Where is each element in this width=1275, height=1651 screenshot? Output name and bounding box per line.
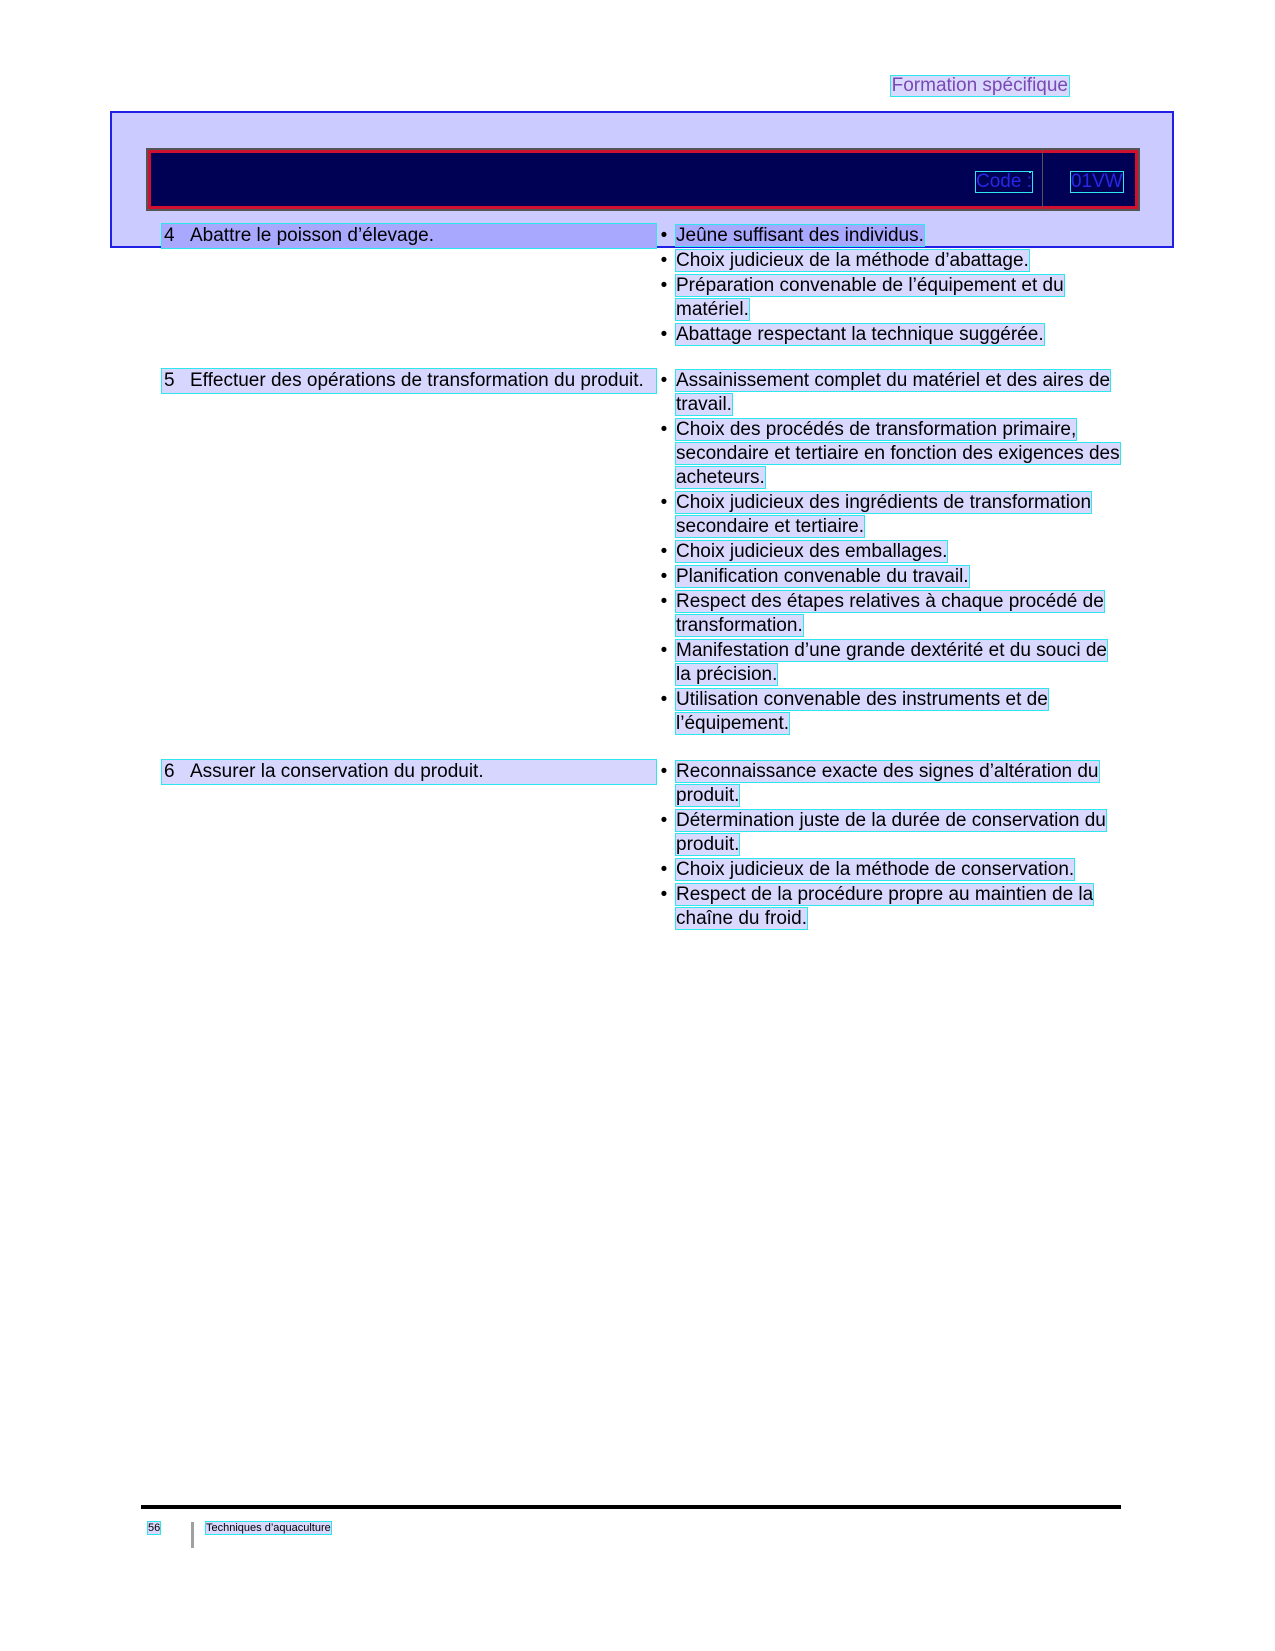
running-header-title: Formation spécifique — [891, 75, 1068, 96]
task-cell — [162, 224, 656, 248]
criteria-item: • Utilisation convenable des instruments et de l’équipement. — [655, 688, 1125, 736]
bullet-icon: • — [660, 275, 668, 296]
code-value: 01VW — [1071, 171, 1123, 192]
bullet-icon: • — [660, 541, 668, 562]
bullet-icon: • — [660, 810, 668, 831]
criteria-list — [655, 224, 1125, 348]
bullet-icon: • — [660, 591, 668, 612]
footer-page-number: 56 — [148, 1522, 161, 1534]
criteria-item: • Choix judicieux des emballages. — [655, 540, 1125, 564]
criteria-list — [655, 369, 1125, 737]
footer-rule — [141, 1505, 1121, 1509]
task-number: 6 — [164, 761, 175, 782]
task-number: 5 — [164, 370, 175, 391]
task-text: Abattre le poisson d’élevage. — [190, 225, 434, 246]
footer-divider-mark — [191, 1522, 194, 1548]
criteria-item: • Préparation convenable de l’équipement et du matériel. — [655, 274, 1125, 322]
bullet-icon: • — [660, 419, 668, 440]
task-cell — [162, 369, 656, 393]
criteria-item: • Respect de la procédure propre au maintien de la chaîne du froid. — [655, 883, 1125, 931]
task-text: Assurer la conservation du produit. — [190, 761, 484, 782]
criteria-item: • Reconnaissance exacte des signes d’altération du produit. — [655, 760, 1125, 808]
bullet-icon: • — [660, 761, 668, 782]
bullet-icon: • — [660, 640, 668, 661]
criteria-item: • Choix des procédés de transformation primaire, secondaire et tertiaire en fonction des exigences des acheteurs. — [655, 418, 1125, 490]
criteria-item: • Respect des étapes relatives à chaque procédé de transformation. — [655, 590, 1125, 638]
criteria-item: • Jeûne suffisant des individus. — [655, 224, 1125, 248]
criteria-item: • Choix judicieux de la méthode d’abattage. — [655, 249, 1125, 273]
banner-divider — [1042, 150, 1043, 209]
bullet-icon: • — [660, 884, 668, 905]
criteria-item: • Abattage respectant la technique suggérée. — [655, 323, 1125, 347]
bullet-icon: • — [660, 492, 668, 513]
task-number: 4 — [164, 225, 175, 246]
criteria-item: • Choix judicieux de la méthode de conservation. — [655, 858, 1125, 882]
bullet-icon: • — [660, 370, 668, 391]
bullet-icon: • — [660, 689, 668, 710]
bullet-icon: • — [660, 859, 668, 880]
criteria-item: • Manifestation d’une grande dextérité et du souci de la précision. — [655, 639, 1125, 687]
bullet-icon: • — [660, 225, 668, 246]
criteria-list — [655, 760, 1125, 932]
criteria-item: • Planification convenable du travail. — [655, 565, 1125, 589]
bullet-icon: • — [660, 324, 668, 345]
criteria-item: • Détermination juste de la durée de conservation du produit. — [655, 809, 1125, 857]
criteria-item: • Choix judicieux des ingrédients de transformation secondaire et tertiaire. — [655, 491, 1125, 539]
bullet-icon: • — [660, 566, 668, 587]
task-cell — [162, 760, 656, 784]
footer-document-title: Techniques d’aquaculture — [206, 1522, 331, 1534]
task-text: Effectuer des opérations de transformation du produit. — [190, 370, 644, 391]
criteria-item: • Assainissement complet du matériel et des aires de travail. — [655, 369, 1125, 417]
code-label: Code : — [976, 171, 1032, 192]
bullet-icon: • — [660, 250, 668, 271]
